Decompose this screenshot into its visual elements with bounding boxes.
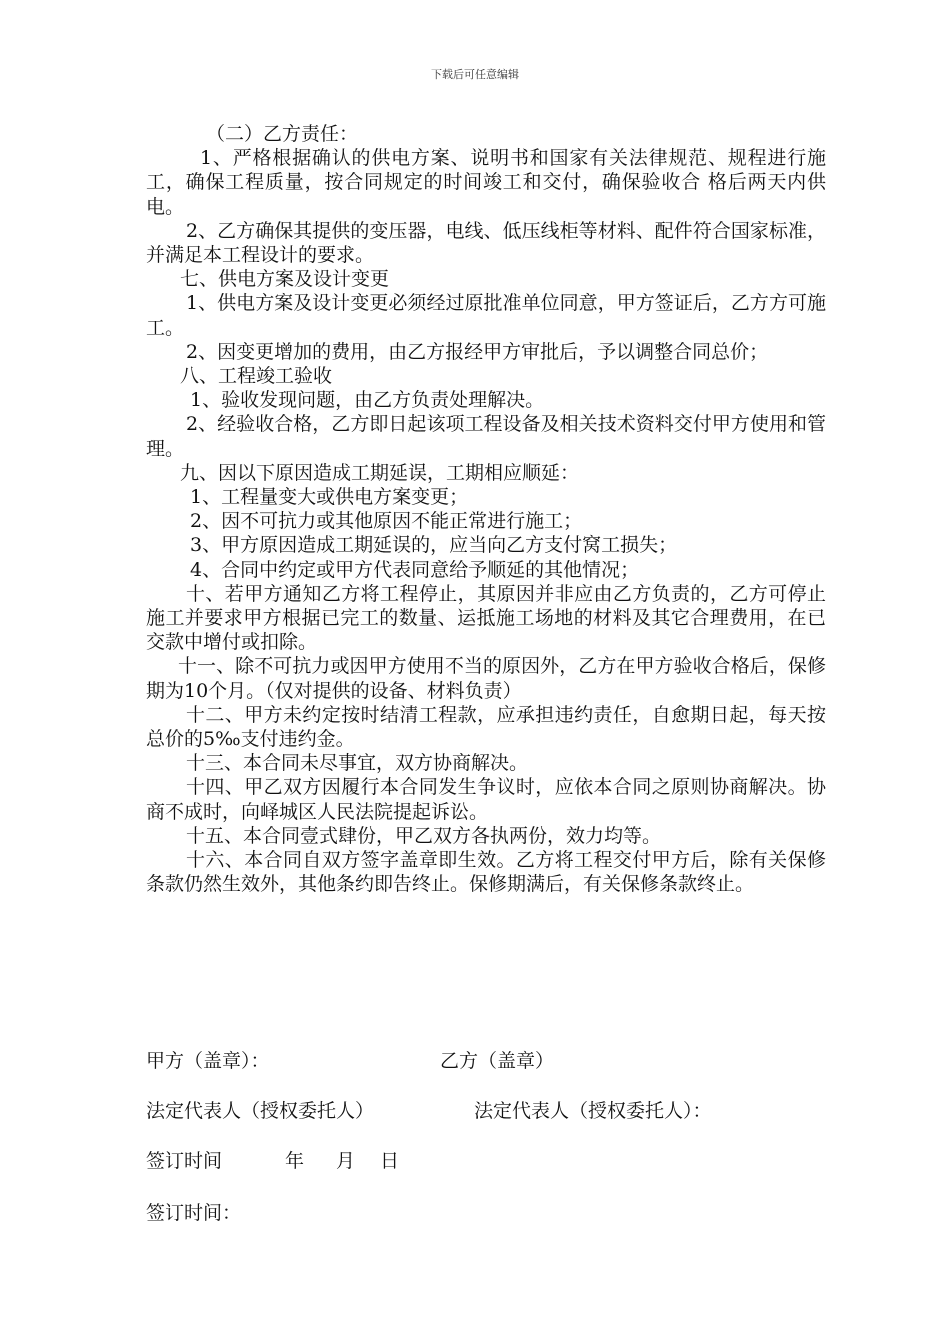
party-a-representative: 法定代表人（授权委托人） [146, 1100, 375, 1122]
clause-paragraph: 2、经验收合格，乙方即日起该项工程设备及相关技术资料交付甲方使用和管理。 [146, 413, 826, 460]
section-heading: （二）乙方责任： [206, 123, 359, 145]
contract-body [146, 122, 826, 897]
page-header: 下载后可任意编辑 [431, 68, 519, 81]
clause-paragraph: 十五、本合同壹式肆份，甲乙双方各执两份，效力均等。 [186, 824, 662, 847]
signing-date-label: 签订时间 [146, 1150, 223, 1172]
date-day: 日 [380, 1150, 400, 1172]
section-heading: 八、工程竣工验收 [180, 365, 333, 388]
date-year: 年 [285, 1150, 305, 1172]
clause-paragraph: 十三、本合同未尽事宜，双方协商解决。 [186, 752, 529, 775]
section-heading: 九、因以下原因造成工期延误，工期相应顺延： [180, 461, 580, 484]
clause-paragraph: 1、供电方案及设计变更必须经过原批准单位同意，甲方签证后，乙方方可施工。 [146, 292, 826, 339]
clause-paragraph: 1、严格根据确认的供电方案、说明书和国家有关法律规范、规程进行施工，确保工程质量，按合同规定的时间竣工和交付，确保验收合 格后两天内供电。 [146, 147, 826, 218]
signing-date-label-2: 签订时间： [146, 1202, 242, 1224]
clause-paragraph: 4、合同中约定或甲方代表同意给予顺延的其他情况； [190, 558, 640, 581]
clause-paragraph: 2、因变更增加的费用，由乙方报经甲方审批后，予以调整合同总价； [186, 340, 769, 363]
clause-paragraph: 2、因不可抗力或其他原因不能正常进行施工； [190, 510, 583, 533]
clause-paragraph: 1、验收发现问题，由乙方负责处理解决。 [190, 389, 545, 412]
clause-paragraph: 十四、甲乙双方因履行本合同发生争议时，应依本合同之原则协商解决。协商不成时，向峄城区人民法院提起诉讼。 [146, 776, 826, 823]
clause-paragraph: 十二、甲方未约定按时结清工程款，应承担违约责任，自愈期日起，每天按总价的5‰支付违约金。 [146, 703, 826, 751]
clause-paragraph: 3、甲方原因造成工期延误的，应当向乙方支付窝工损失； [190, 534, 678, 557]
party-b-seal: 乙方（盖章） [440, 1050, 555, 1072]
date-month: 月 [336, 1150, 356, 1172]
clause-paragraph: 十、若甲方通知乙方将工程停止，其原因并非应由乙方负责的，乙方可停止施工并要求甲方根据已完工的数量、运抵施工场地的材料及其它合理费用，在已交款中增付或扣除。 [146, 582, 826, 654]
party-b-representative: 法定代表人（授权委托人）： [474, 1100, 712, 1122]
section-heading: 七、供电方案及设计变更 [180, 268, 390, 291]
party-a-seal: 甲方（盖章）： [146, 1050, 270, 1072]
clause-paragraph: 2、乙方确保其提供的变压器，电线、低压线柜等材料、配件符合国家标准，并满足本工程设计的要求。 [146, 219, 826, 267]
clause-paragraph: 十六、本合同自双方签字盖章即生效。乙方将工程交付甲方后，除有关保修条款仍然生效外，其他条约即告终止。保修期满后，有关保修条款终止。 [146, 849, 826, 896]
clause-paragraph: 1、工程量变大或供电方案变更； [190, 486, 469, 509]
clause-paragraph: 十一、除不可抗力或因甲方使用不当的原因外，乙方在甲方验收合格后，保修期为10个月。（仅对提供的设备、材料负责） [146, 655, 826, 702]
